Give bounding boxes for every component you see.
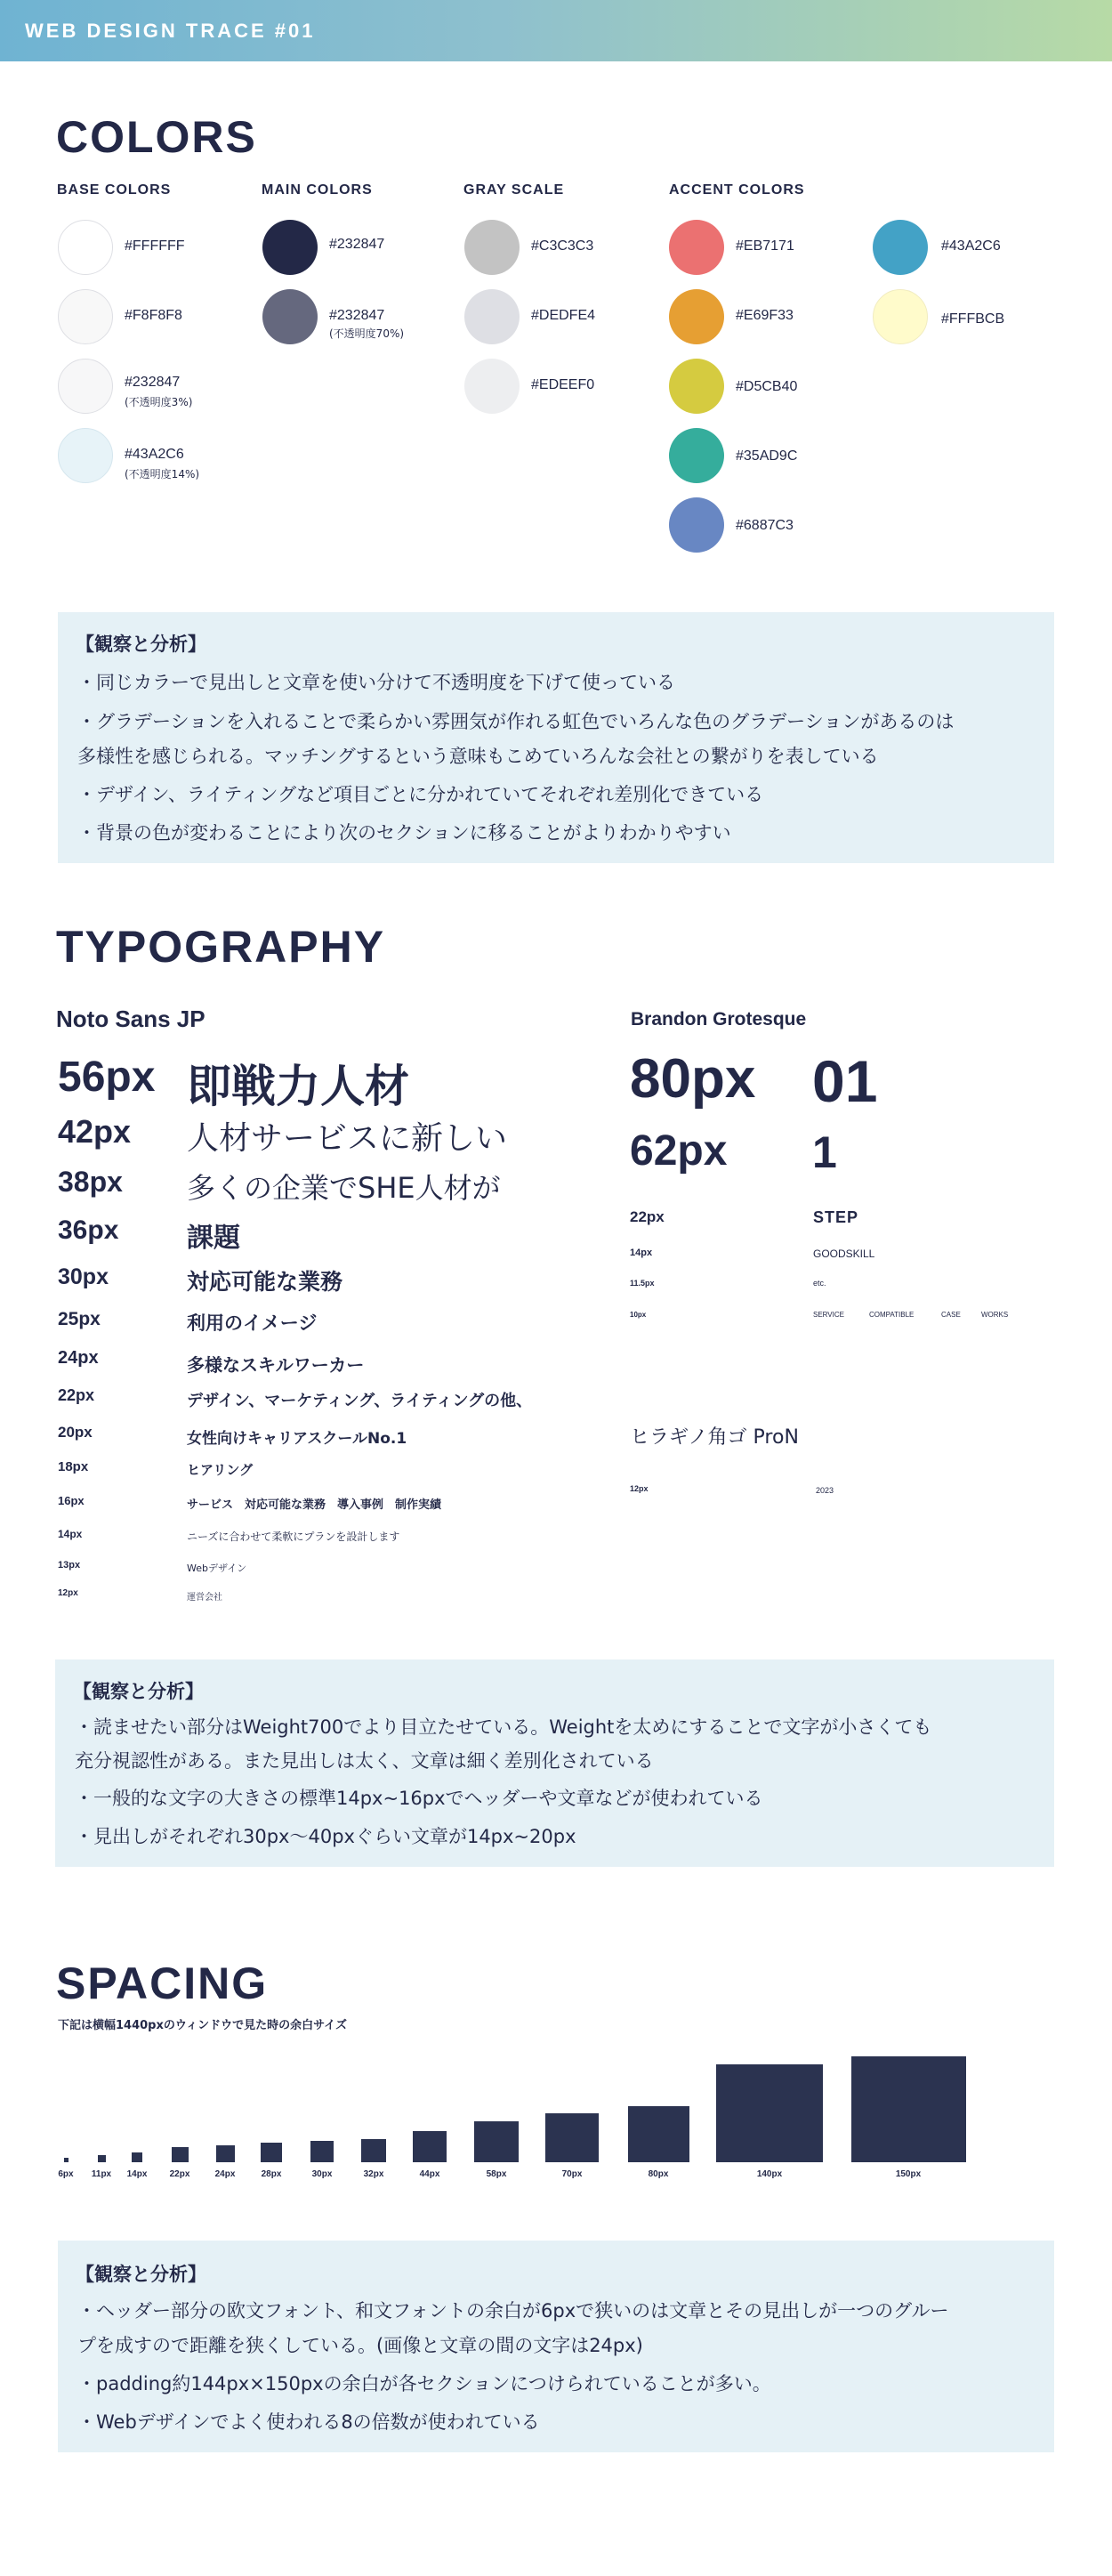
hex-base-3-note: (不透明度3%) [125,396,193,408]
noto-sample: ヒアリング [187,1462,254,1478]
spacing-square [172,2147,189,2162]
hex-gray-3: #EDEEF0 [531,377,595,392]
colors-analysis-box [58,612,1054,863]
swatch-base-2 [58,289,113,344]
noto-size: 22px [58,1386,95,1404]
noto-sample: 課題 [187,1223,240,1254]
noto-sample: 即戦力人材 [187,1061,409,1112]
brandon-size: 22px [630,1208,665,1225]
colors-analysis-line: ・同じカラーで見出しと文章を使い分けて不透明度を下げて使っている [77,672,675,693]
noto-sample: サービス 対応可能な業務 導入事例 制作実績 [187,1498,442,1512]
typography-analysis-line: 充分視認性がある。また見出しは太く、文章は細く差別化されている [75,1750,654,1772]
brandon-size: 10px [630,1311,647,1319]
noto-sample: デザイン、マーケティング、ライティングの他、 [187,1392,533,1410]
spacing-square [851,2056,966,2162]
noto-sample: ニーズに合わせて柔軟にプランを設計します [187,1530,400,1543]
swatch-main-1 [262,220,318,275]
hex-base-4: #43A2C6 [125,447,184,462]
swatch-accent-5 [669,497,724,553]
typography-analysis-box [55,1659,1054,1867]
spacing-square [261,2143,282,2162]
hex-gray-1: #C3C3C3 [531,238,594,254]
hex-accent-2: #E69F33 [736,308,794,323]
swatch-base-4 [58,428,113,483]
noto-size: 56px [58,1054,156,1101]
typography-analysis-title: 【観察と分析】 [73,1681,204,1702]
spacing-label: 30px [311,2169,333,2179]
noto-size: 38px [58,1166,123,1198]
swatch-gray-2 [464,289,520,344]
hiragino-size: 12px [630,1484,649,1493]
spacing-label: 58px [486,2169,507,2179]
main-colors-label: MAIN COLORS [262,182,373,198]
hex-main-2-note: (不透明度70%) [329,327,405,340]
noto-size: 13px [58,1560,81,1571]
spacing-analysis-line: プを成すので距離を狭くしている。(画像と文章の間の文字は24px) [77,2335,643,2356]
noto-sample: 多くの企業でSHE人材が [187,1171,501,1205]
accent-colors-label: ACCENT COLORS [669,182,805,198]
brandon-sample: 01 [812,1048,878,1114]
typography-title: TYPOGRAPHY [56,922,386,972]
hex-accent-5: #6887C3 [736,518,794,533]
brandon-size: 14px [630,1248,653,1258]
spacing-square [64,2158,68,2162]
spacing-square [716,2064,823,2162]
colors-analysis-line: ・デザイン、ライティングなど項目ごとに分かれていてそれぞれ差別化できている [77,784,764,805]
spacing-analysis-box [58,2241,1054,2452]
spacing-square [545,2113,599,2162]
spacing-analysis-line: ・ヘッダー部分の欧文フォント、和文フォントの余白が6pxで狭いのは文章とその見出しが一つのグルー [77,2300,949,2322]
colors-analysis-title: 【観察と分析】 [76,634,206,655]
brandon-sample: WORKS [981,1311,1009,1319]
noto-size: 18px [58,1459,89,1474]
brandon-sample: GOODSKILL [813,1248,875,1260]
brandon-sample: 1 [812,1127,837,1177]
noto-size: 12px [58,1588,78,1598]
spacing-label: 80px [648,2169,669,2179]
base-colors-label: BASE COLORS [57,182,172,198]
colors-analysis-line: ・背景の色が変わることにより次のセクションに移ることがよりわかりやすい [77,822,731,844]
swatch-base-3 [58,359,113,414]
spacing-label: 140px [756,2169,783,2179]
noto-font-name: Noto Sans JP [56,1005,205,1032]
swatch-gray-3 [464,359,520,414]
swatch-accent-6 [873,220,928,275]
brandon-font-name: Brandon Grotesque [631,1009,807,1030]
typography-analysis-line: ・一般的な文字の大きさの標準14px~16pxでヘッダーや文章などが使われている [75,1788,763,1809]
brandon-sample: STEP [813,1208,859,1226]
noto-size: 20px [58,1424,93,1441]
hex-base-1: #FFFFFF [125,238,185,254]
noto-size: 30px [58,1264,109,1289]
spacing-square [216,2145,235,2162]
swatch-accent-2 [669,289,724,344]
noto-size: 14px [58,1528,83,1540]
hex-accent-6: #43A2C6 [941,238,1001,254]
spacing-square [474,2121,519,2162]
header-title: WEB DESIGN TRACE #01 [25,20,316,42]
swatch-accent-4 [669,428,724,483]
brandon-sample: SERVICE [813,1311,844,1319]
noto-sample: Webデザイン [187,1563,247,1574]
brandon-sample: CASE [941,1311,961,1319]
hiragino-sample: 2023 [816,1486,834,1495]
noto-sample: 運営会社 [187,1593,222,1603]
spacing-label: 150px [895,2169,922,2179]
spacing-label: 11px [91,2169,112,2179]
swatch-accent-3 [669,359,724,414]
noto-size: 25px [58,1309,101,1329]
spacing-square [310,2141,334,2162]
spacing-analysis-title: 【観察と分析】 [76,2264,206,2285]
spacing-square [98,2155,106,2162]
hex-base-3: #232847 [125,375,181,390]
spacing-label: 14px [126,2169,148,2179]
noto-size: 42px [58,1113,132,1150]
swatch-main-2 [262,289,318,344]
brandon-size: 80px [630,1048,756,1110]
noto-sample: 人材サービスに新しい [187,1120,508,1157]
spacing-analysis-line: ・Webデザインでよく使われる8の倍数が使われている [77,2411,540,2433]
noto-size: 24px [58,1348,99,1368]
brandon-sample: COMPATIBLE [869,1311,915,1319]
spacing-label: 6px [58,2169,74,2179]
noto-size: 36px [58,1215,119,1245]
noto-sample: 利用のイメージ [187,1312,318,1334]
hex-accent-3: #D5CB40 [736,379,798,394]
spacing-square [361,2139,386,2162]
noto-sample: 多様なスキルワーカー [187,1354,365,1376]
noto-sample: 女性向けキャリアスクールNo.1 [187,1430,407,1448]
spacing-square [413,2131,447,2162]
gray-scale-label: GRAY SCALE [463,182,565,198]
spacing-subtitle: 下記は横幅1440pxのウィンドウで見た時の余白サイズ [58,2019,348,2032]
colors-analysis-line: ・グラデーションを入れることで柔らかい雰囲気が作れる虹色でいろんな色のグラデーションがあるのは [77,711,955,732]
hex-base-2: #F8F8F8 [125,308,182,323]
spacing-label: 44px [419,2169,440,2179]
brandon-size: 11.5px [630,1279,655,1288]
brandon-sample: etc. [813,1279,826,1288]
spacing-label: 70px [561,2169,583,2179]
hex-gray-2: #DEDFE4 [531,308,596,323]
swatch-gray-1 [464,220,520,275]
spacing-label: 32px [363,2169,384,2179]
noto-size: 16px [58,1494,85,1507]
hex-accent-7: #FFFBCB [941,311,1005,327]
header-bar [0,0,1112,61]
brandon-size: 62px [630,1127,728,1175]
spacing-title: SPACING [56,1958,269,2008]
hex-accent-4: #35AD9C [736,448,798,464]
swatch-base-1 [58,220,113,275]
typography-analysis-line: ・見出しがそれぞれ30px〜40pxぐらい文章が14px~20px [75,1826,576,1847]
hex-main-2: #232847 [329,308,385,323]
hiragino-font-name: ヒラギノ角ゴ ProN [630,1426,799,1449]
spacing-square [628,2106,689,2162]
hex-accent-1: #EB7171 [736,238,794,254]
spacing-analysis-line: ・padding約144px×150pxの余白が各セクションにつけられていることが多い。 [77,2373,771,2394]
colors-analysis-line: 多様性を感じられる。マッチングするという意味もこめていろんな会社との繋がりを表している [77,746,879,767]
hex-base-4-note: (不透明度14%) [125,468,200,480]
colors-title: COLORS [56,112,257,162]
spacing-label: 24px [214,2169,236,2179]
hex-main-1: #232847 [329,237,385,252]
spacing-label: 22px [169,2169,190,2179]
noto-sample: 対応可能な業務 [187,1269,343,1295]
swatch-accent-7 [873,289,928,344]
typography-analysis-line: ・読ませたい部分はWeight700でより目立たせている。Weightを太めにすることで文字が小さくても [75,1716,932,1738]
swatch-accent-1 [669,220,724,275]
spacing-label: 28px [261,2169,282,2179]
spacing-square [132,2152,142,2162]
